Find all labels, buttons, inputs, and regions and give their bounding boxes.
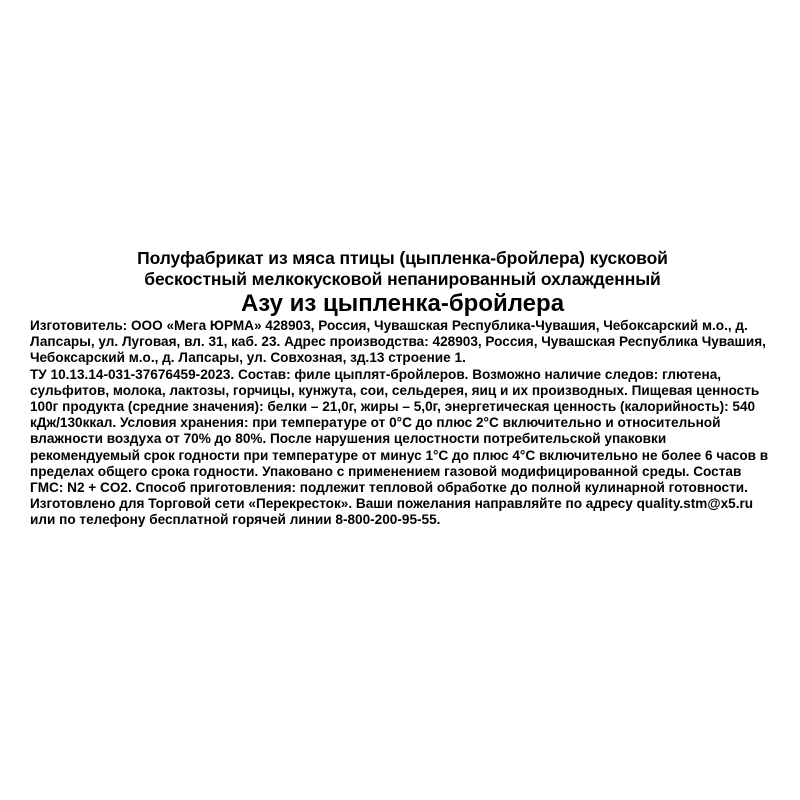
retailer-info: Изготовлено для Торговой сети «Перекресток». Ваши пожелания направляйте по адресу quality.stm@x5.ru или по телефону бесплатной горячей линии 8-800-200-95-55. [30,496,754,528]
label-body [30,318,775,529]
product-category-line-1: Полуфабрикат из мяса птицы (цыпленка-бройлера) кусковой [137,248,668,268]
product-label [30,248,775,529]
manufacturer-info: Изготовитель: ООО «Мега ЮРМА» 428903, Россия, Чувашская Республика-Чувашия, Чебоксарский м.о., д. Лапсары, ул. Луговая, вл. 31, каб. 23. Адрес производства: 428903, Россия, Чувашская Республика Чувашия, Чебоксарский м.о., д. Лапсары, ул. Совхозная, зд.13 строение 1. [30,318,766,366]
product-name: Азу из цыпленка-бройлера [240,290,565,317]
composition-info: ТУ 10.13.14-031-37676459-2023. Состав: филе цыплят-бройлеров. Возможно наличие следов: глютена, сульфитов, молока, лактозы, горчицы, кунжута, сои, сельдерея, яиц и их производных. Пищевая ценность 100г продукта (средние значения): белки – 21,0г, жиры – 5,0г, энергетическая ценность (калорийность): 540 кДж/130ккал. Условия хранения: при температуре от 0°С до плюс 2°С включительно и относительной влажности воздуха от 70% до 80%. После нарушения целостности потребительской упаковки рекомендуемый срок годности при температуре от минус 1°С до плюс 4°С включительно не более 6 часов в пределах общего срока годности. Упаковано с применением газовой модифицированной среды. Состав ГМС: N2 + CO2. Способ приготовления: подлежит тепловой обработке до полной кулинарной готовности. [30,366,769,496]
product-category-line-2: бескостный мелкокусковой непанированный охлажденный [144,269,661,289]
